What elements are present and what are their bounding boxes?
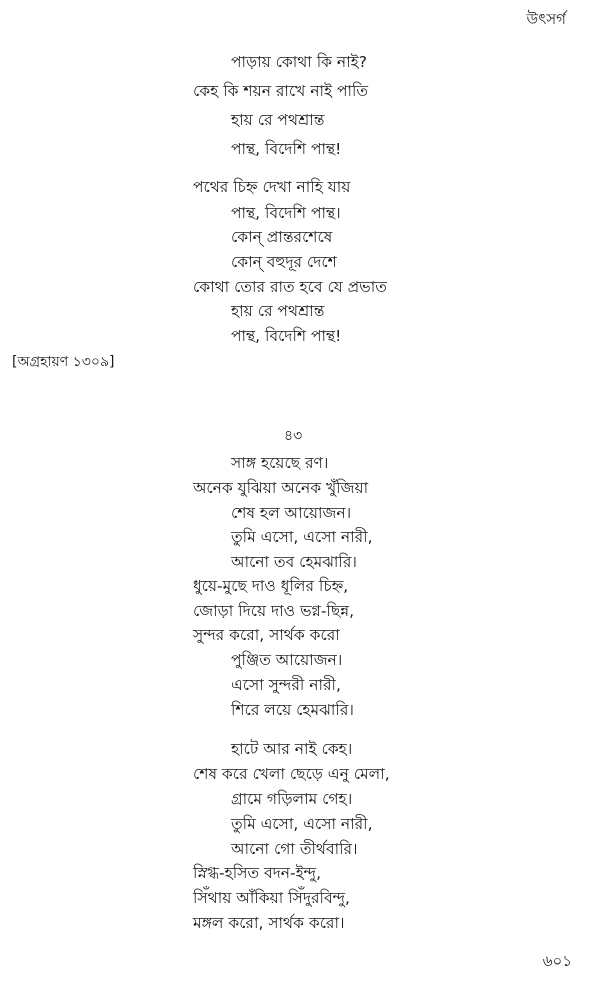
poem-line: পান্থ, বিদেশি পান্থ! xyxy=(231,327,342,345)
poem-line: হায় রে পথশ্রান্ত xyxy=(231,302,325,320)
poem-line: হাটে আর নাই কেহ। xyxy=(231,740,353,758)
poem-line: মঙ্গল করো, সার্থক করো। xyxy=(193,914,345,932)
poem-line: সাঙ্গ হয়েছে রণ। xyxy=(231,454,329,472)
poem-line: কোন্ প্রান্তরশেষে xyxy=(231,228,333,246)
poem-line: সিঁথায় আঁকিয়া সিঁদুরবিন্দু, xyxy=(193,889,350,907)
poem-line: জোড়া দিয়ে দাও ভগ্ন-ছিন্ন, xyxy=(193,602,355,620)
poem-line: কোন্ বহুদূর দেশে xyxy=(231,253,337,271)
poem-line: শেষ করে খেলা ছেড়ে এনু মেলা, xyxy=(193,765,390,783)
poem-line: আনো গো তীর্থবারি। xyxy=(231,840,358,858)
poem-line: স্নিগ্ধ-হসিত বদন-ইন্দু, xyxy=(193,864,322,882)
poem-line: শেষ হল আয়োজন। xyxy=(231,504,352,522)
poem-line: অনেক যুঝিয়া অনেক খুঁজিয়া xyxy=(193,479,369,497)
poem-line: তুমি এসো, এসো নারী, xyxy=(231,815,373,833)
poem-line: শিরে লয়ে হেমঝারি। xyxy=(231,701,354,719)
poem-line: পান্থ, বিদেশি পান্থ। xyxy=(231,204,341,222)
poem-line: পান্থ, বিদেশি পান্থ! xyxy=(231,140,342,158)
poem-line: ধুয়ে-মুছে দাও ধূলির চিহ্ন, xyxy=(193,577,349,595)
poem-line: পুঞ্জিত আয়োজন। xyxy=(231,651,343,669)
poem-line: কেহ কি শয়ন রাখে নাই পাতি xyxy=(193,82,369,100)
date-note: [অগ্রহায়ণ ১৩০৯] xyxy=(12,354,115,370)
running-head: উৎসর্গ xyxy=(526,10,566,28)
poem-line: সুন্দর করো, সার্থক করো xyxy=(193,626,340,644)
section-number: ৪৩ xyxy=(284,428,303,444)
poem-line: পথের চিহ্ন দেখা নাহি যায় xyxy=(193,178,351,196)
poem-line: আনো তব হেমঝারি। xyxy=(231,553,357,571)
poem-line: কোথা তোর রাত হবে যে প্রভাত xyxy=(193,278,387,296)
poem-line: পাড়ায় কোথা কি নাই? xyxy=(231,53,367,71)
poem-line: হায় রে পথশ্রান্ত xyxy=(231,111,325,129)
poem-line: গ্রামে গড়িলাম গেহ। xyxy=(231,790,353,808)
page-number: ৬০১ xyxy=(542,952,572,970)
poem-line: তুমি এসো, এসো নারী, xyxy=(231,528,373,546)
poem-line: এসো সুন্দরী নারী, xyxy=(231,676,341,694)
